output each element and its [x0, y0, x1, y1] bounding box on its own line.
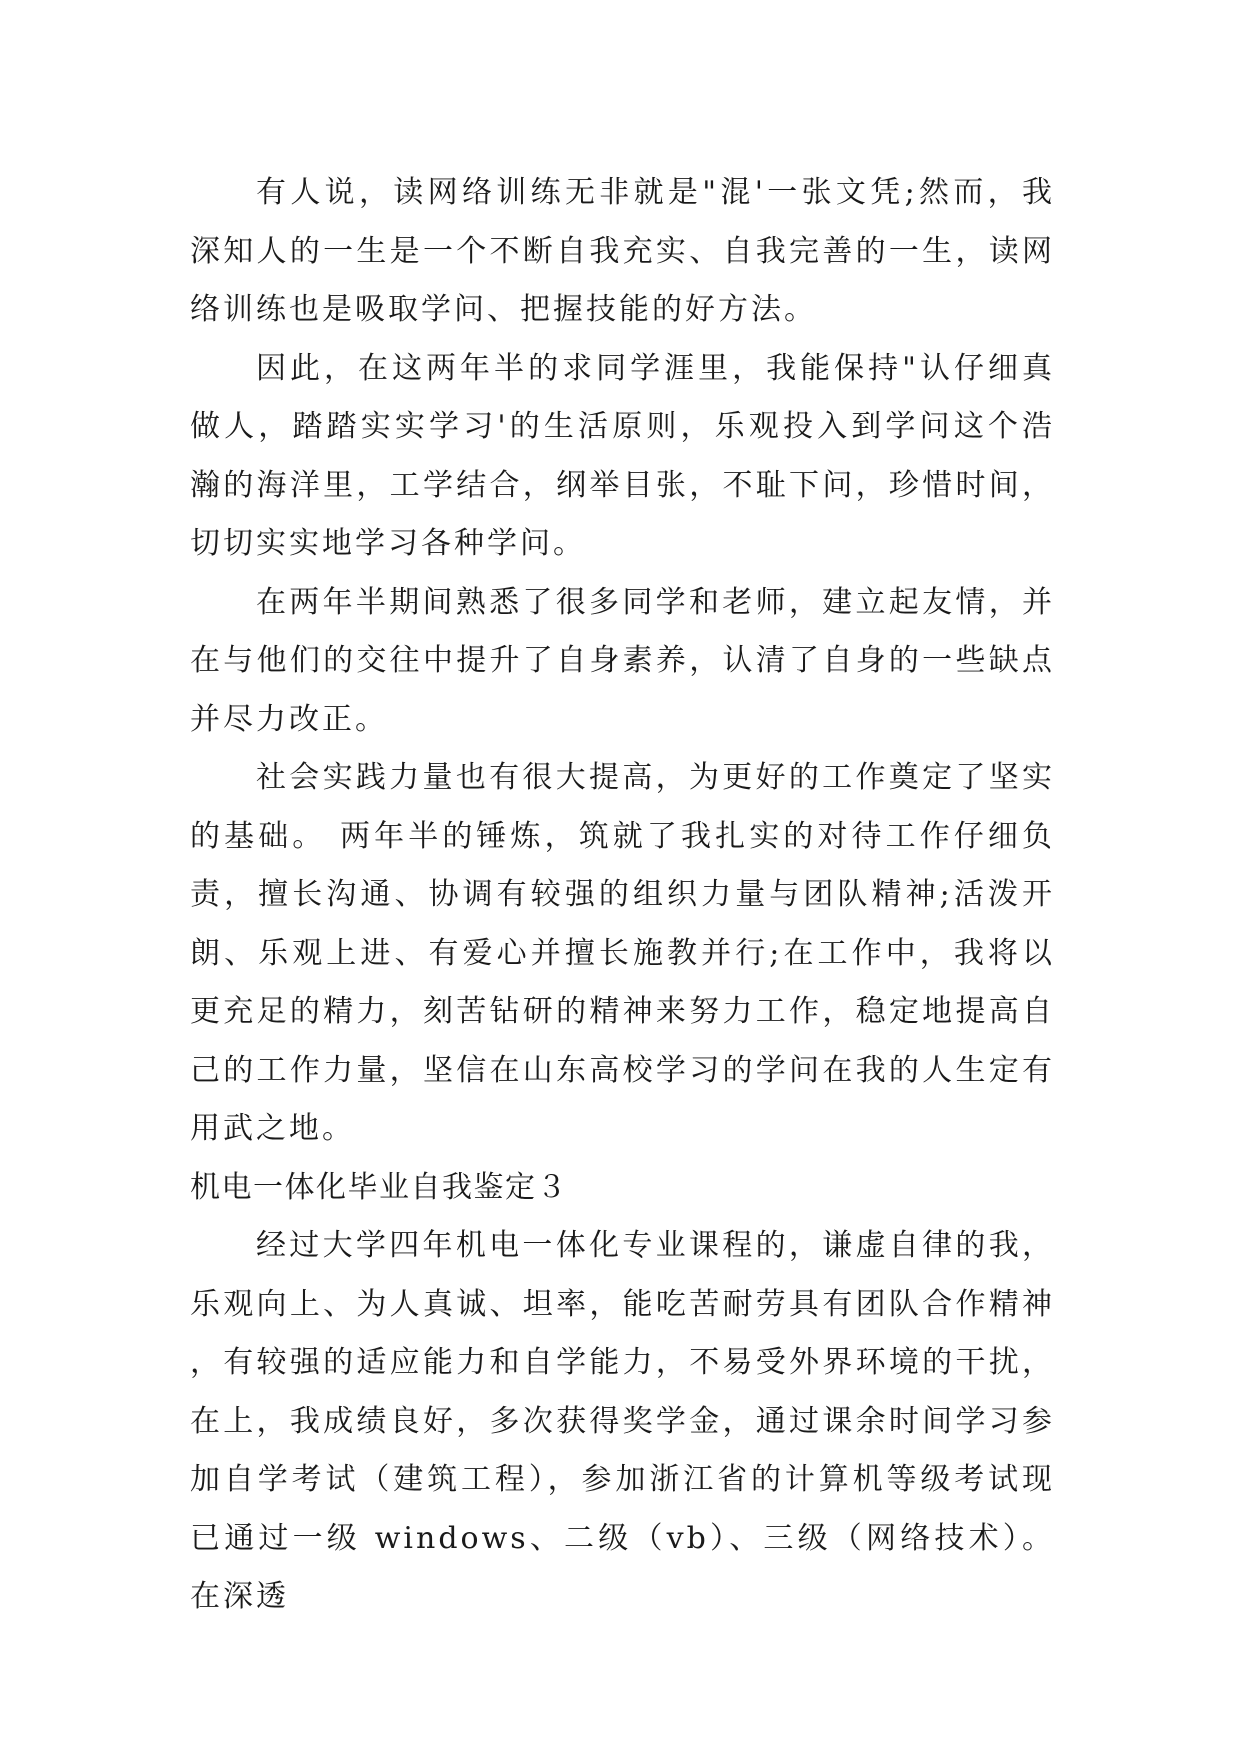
paragraph: 在两年半期间熟悉了很多同学和老师，建立起友情，并在与他们的交往中提升了自身素养，认清了自身的一些缺点并尽力改正。 [190, 584, 1055, 737]
paragraph: 有人说，读网络训练无非就是"混'一张文凭;然而，我深知人的一生是一个不断自我充实、自我完善的一生，读网络训练也是吸取学问、把握技能的好方法。 [190, 175, 1055, 327]
paragraph: 社会实践力量也有很大提高，为更好的工作奠定了坚实的基础。 两年半的锤炼，筑就了我扎实的对待工作仔细负责，擅长沟通、协调有较强的组织力量与团队精神;活泼开朗、乐观上进、有爱心并擅长施教并行;在工作中，我将以更充足的精力，刻苦钻研的精神来努力工作，稳定地提高自己的工作力量，坚信在山东高校学习的学问在我的人生定有用武之地。 [190, 760, 1055, 1146]
paragraph: 经过大学四年机电一体化专业课程的，谦虚自律的我，乐观向上、为人真诚、坦率，能吃苦耐劳具有团队合作精神，有较强的适应能力和自学能力，不易受外界环境的干扰，在上，我成绩良好，多次获得奖学金，通过课余时间学习参加自学考试（建筑工程），参加浙江省的计算机等级考试现已通过一级 windows、二级（vb）、三级（网络技术）。在深透 [190, 1228, 1055, 1614]
section-heading: 机电一体化毕业自我鉴定３ [190, 1169, 568, 1205]
paragraph: 因此，在这两年半的求同学涯里，我能保持"认仔细真做人，踏踏实实学习'的生活原则，乐观投入到学问这个浩瀚的海洋里，工学结合，纲举目张，不耻下问，珍惜时间，切切实实地学习各种学问。 [190, 350, 1055, 561]
document-body [190, 164, 1055, 1627]
